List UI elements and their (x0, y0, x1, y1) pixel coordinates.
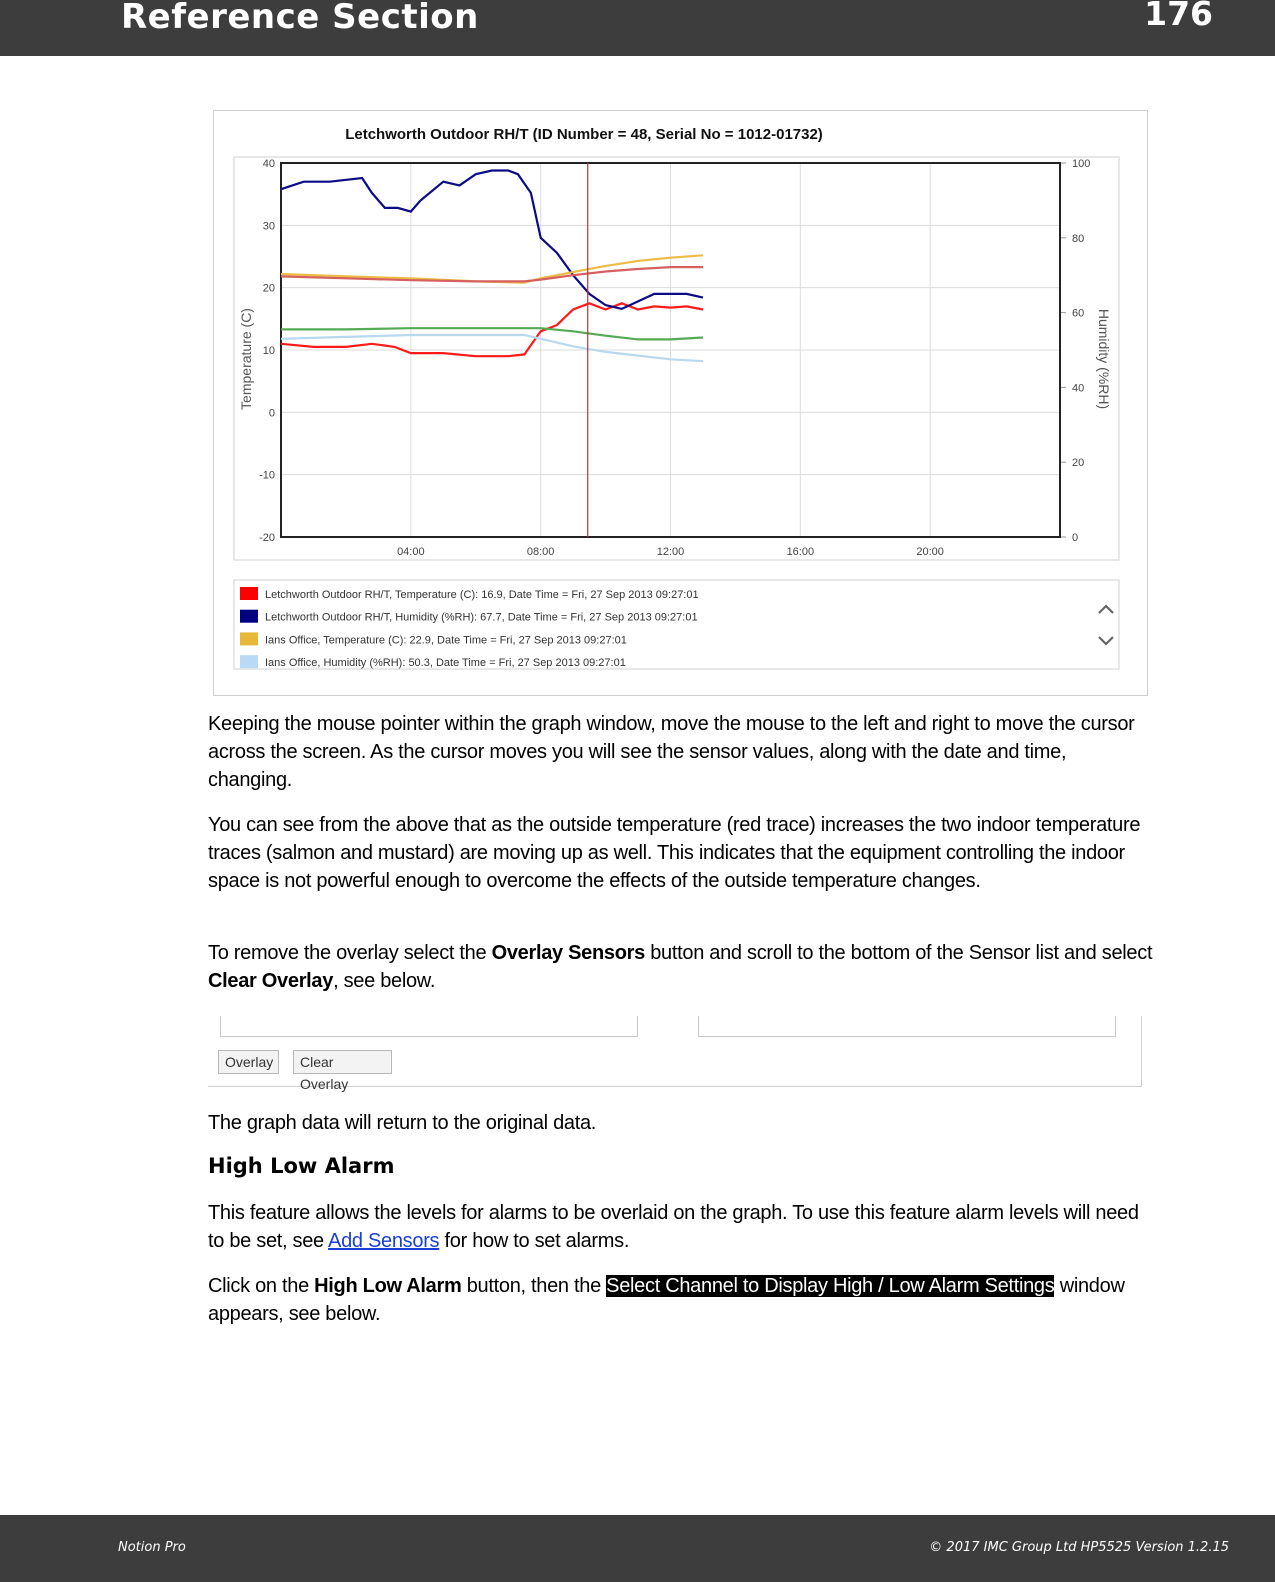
chart-title: Letchworth Outdoor RH/T (ID Number = 48, Serial No = 1012-01732) (345, 126, 823, 143)
y-tick-label: -10 (259, 469, 275, 482)
y2-tick-label: 0 (1072, 532, 1079, 544)
y-axis-label: Temperature (C) (238, 308, 254, 410)
page-header (0, 0, 1275, 56)
page-footer (0, 1515, 1275, 1582)
legend-entry: Letchworth Outdoor RH/T, Humidity (%RH): 67.7, Date Time = Fri, 27 Sep 2013 09:27:01 (265, 611, 698, 624)
legend-swatch (240, 632, 258, 645)
y-tick-label: -20 (259, 532, 275, 544)
x-tick-label: 04:00 (397, 546, 425, 558)
series-line-5 (281, 267, 703, 281)
footer-copyright: © 2017 IMC Group Ltd HP5525 Version 1.2.15 (929, 1540, 1229, 1555)
y-tick-label: 30 (262, 220, 275, 233)
legend-entry: Ians Office, Temperature (C): 22.9, Date Time = Fri, 27 Sep 2013 09:27:01 (265, 634, 627, 647)
y2-tick-label: 60 (1072, 307, 1085, 320)
series-lines (281, 171, 703, 362)
page-number: 176 (1144, 0, 1213, 33)
sensor-list-left[interactable] (220, 1016, 638, 1037)
plot-outer-frame (234, 157, 1119, 560)
y-tick-label: 0 (268, 407, 275, 420)
y-tick-label: 40 (262, 158, 275, 170)
paragraph-click-alarm: Click on the High Low Alarm button, then the Select Channel to Display High / Low Alarm Settings window appears, see below. (208, 1275, 1125, 1325)
overlay-panel (208, 1016, 1142, 1092)
y2-tick-label: 80 (1072, 232, 1085, 245)
paragraph-cursor: Keeping the mouse pointer within the graph window, move the mouse to the left and right to move the cursor across the screen. As the cursor moves you will see the sensor values, along with the date and time, changing. (208, 713, 1135, 791)
x-tick-label: 16:00 (786, 546, 815, 558)
chart[interactable] (214, 111, 1147, 695)
grid (281, 163, 1066, 537)
legend-swatch (240, 655, 258, 668)
overlay-button[interactable]: Overlay (218, 1050, 279, 1074)
paragraph-remove-overlay: To remove the overlay select the Overlay Sensors button and scroll to the bottom of the Sensor list and select Clear Overlay, see below. (208, 942, 1153, 992)
x-tick-label: 08:00 (526, 546, 555, 558)
add-sensors-link[interactable]: Add Sensors (328, 1230, 440, 1252)
clear-overlay-button[interactable]: Clear Overlay (293, 1050, 392, 1074)
footer-product: Notion Pro (118, 1540, 186, 1555)
chart-screenshot (213, 110, 1148, 696)
y2-tick-label: 40 (1072, 382, 1085, 395)
y-tick-label: 10 (262, 345, 275, 357)
window-name-highlight: Select Channel to Display High / Low Alarm Settings (606, 1275, 1055, 1297)
paragraph-traces: You can see from the above that as the outside temperature (red trace) increases the two indoor temperature traces (salmon and mustard) are moving up as well. This indicates that the equipment controlling the indoor space is not powerful enough to overcome the effects of the outside temperature changes. (208, 814, 1141, 892)
heading-high-low-alarm: High Low Alarm (208, 1154, 395, 1178)
x-tick-label: 12:00 (656, 546, 685, 558)
section-title: Reference Section (121, 0, 479, 37)
sensor-list-right[interactable] (698, 1016, 1116, 1037)
legend-swatch (240, 610, 258, 623)
y2-axis-label: Humidity (%RH) (1096, 308, 1112, 410)
paragraph-return: The graph data will return to the original data. (208, 1112, 597, 1134)
y2-tick-label: 100 (1072, 158, 1091, 170)
paragraph-alarm-feature: This feature allows the levels for alarms to be overlaid on the graph. To use this feature alarm levels will need to be set, see Add Sensors for how to set alarms. (208, 1202, 1139, 1252)
y-tick-label: 20 (262, 282, 275, 295)
legend-entry: Ians Office, Humidity (%RH): 50.3, Date Time = Fri, 27 Sep 2013 09:27:01 (265, 657, 626, 670)
axis-ticks (259, 158, 1090, 558)
y2-tick-label: 20 (1072, 457, 1085, 470)
legend-swatch (240, 587, 258, 600)
x-tick-label: 20:00 (916, 546, 944, 558)
legend-entry: Letchworth Outdoor RH/T, Temperature (C): 16.9, Date Time = Fri, 27 Sep 2013 09:27:01 (265, 589, 699, 601)
